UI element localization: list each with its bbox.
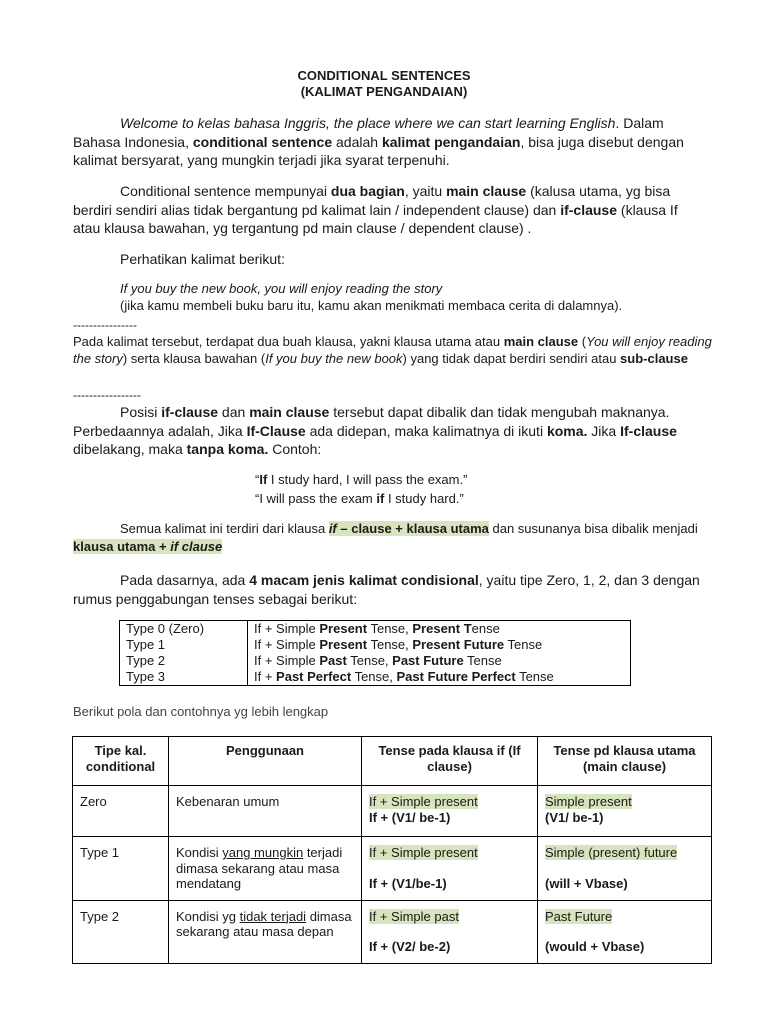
dasarnya-text: , yaitu tipe Zero, 1, 2, dan 3 dengan rumus penggabungan tenses sebagai berikut:: [73, 572, 700, 607]
parts-bold: main clause: [446, 183, 527, 199]
parts-text: Conditional sentence mempunyai: [120, 183, 331, 199]
intro-italic: Welcome to kelas bahasa Inggris, the place where we can start learning English: [120, 115, 616, 131]
explanation-text: ) yang tidak dapat berdiri sendiri atau: [402, 351, 621, 366]
explanation-bold: main clause: [503, 334, 579, 349]
divider: -----------------: [73, 388, 141, 402]
table-header-row: [73, 737, 712, 786]
position-bold: koma.: [546, 422, 588, 439]
column-header: Penggunaan: [169, 737, 362, 786]
divider: ----------------: [73, 318, 137, 332]
main-clause-cell: Past Future (would + Vbase): [538, 900, 712, 963]
formula-cell: If + Past Perfect Tense, Past Future Perfect Tense: [254, 669, 554, 684]
quote-bold: If: [259, 472, 268, 487]
highlight-text: – clause + klausa utama: [336, 521, 489, 536]
position-text: Jika: [587, 422, 621, 439]
explanation-italic: If you buy the new book: [265, 351, 403, 366]
example-italic: If you buy the new book, you will enjoy reading the story: [120, 281, 443, 296]
explanation-text: ) serta klausa bawahan (: [122, 351, 266, 366]
quote-text: I study hard, I will pass the exam.”: [267, 472, 468, 487]
type-cell: Type 2: [73, 900, 169, 963]
formula-cell: If + Simple Present Tense, Present Future Tense: [254, 637, 543, 652]
column-header: Tense pd klausa utama (main clause): [538, 737, 712, 786]
usage-cell: Kondisi yg tidak terjadi dimasa sekarang atau masa depan: [169, 900, 362, 963]
intro-text: . Dalam Bahasa Indonesia,: [73, 115, 664, 150]
highlight: [73, 539, 222, 554]
table-row: [73, 786, 712, 837]
parts-paragraph: [73, 182, 703, 238]
table-row: [73, 837, 712, 901]
position-text: tersebut dapat dibalik dan tidak mengubah maknanya. Perbedaannya adalah, Jika: [73, 404, 670, 439]
intro-bold: conditional sentence: [192, 133, 333, 150]
document-title: CONDITIONAL SENTENCES: [297, 68, 471, 83]
formula-cell: If + Simple Present Tense, Present Tense: [254, 621, 500, 636]
semua-text: Semua kalimat ini terdiri dari klausa: [120, 521, 329, 536]
usage-cell: Kondisi yang mungkin terjadi dimasa sekarang atau masa mendatang: [169, 837, 362, 901]
semua-text: dan susunanya bisa dibalik menjadi: [488, 521, 698, 536]
type-cell: Type 3: [120, 669, 248, 686]
position-paragraph: [73, 403, 703, 459]
position-text: dibelakang, maka: [73, 441, 187, 457]
explanation-paragraph: [73, 333, 713, 367]
position-text: dan: [218, 404, 250, 420]
parts-bold: if-clause: [560, 201, 618, 218]
highlight-italic: if clause: [170, 539, 223, 554]
example-translation: (jika kamu membeli buku baru itu, kamu akan menikmati membaca cerita di dalamnya).: [120, 298, 623, 313]
position-bold: If-clause: [620, 422, 677, 439]
dasarnya-paragraph: [73, 571, 703, 608]
parts-text: (kalusa utama, yg bisa berdiri sendiri alias tidak bergantung pd kalimat lain / independent clause) dan: [73, 183, 671, 218]
explanation-italic: You will enjoy reading the story: [73, 334, 712, 366]
highlight-italic: if: [328, 521, 337, 536]
parts-text: (klausa If atau klausa bawahan, yg tergantung pd main clause / dependent clause) .: [73, 201, 678, 236]
example-sentence: [120, 280, 442, 297]
type-cell: Type 1: [120, 637, 248, 653]
position-text: Contoh:: [268, 441, 322, 457]
highlight-bold: klausa utama +: [73, 539, 171, 554]
table-row: [120, 621, 631, 638]
position-bold: if-clause: [161, 404, 219, 420]
berikut-text: Berikut pola dan contohnya yg lebih lengkap: [73, 704, 329, 719]
intro-text: adalah: [332, 133, 382, 150]
usage-cell: Kebenaran umum: [169, 786, 362, 837]
intro-paragraph: [73, 114, 703, 170]
quote-bold: if: [376, 491, 385, 506]
intro-bold: kalimat pengandaian: [381, 133, 521, 150]
quote-text: “: [255, 472, 260, 487]
explanation-bold: sub-clause: [620, 351, 688, 366]
position-bold: main clause: [249, 404, 330, 420]
position-text: Posisi: [120, 404, 162, 420]
quote-example-1: [255, 470, 467, 489]
position-bold: tanpa koma.: [186, 441, 269, 457]
type-cell: Type 1: [73, 837, 169, 901]
explanation-text: (: [578, 334, 587, 349]
dasarnya-text: Pada dasarnya, ada: [120, 572, 250, 588]
table-row: [73, 900, 712, 963]
document-subtitle: (KALIMAT PENGANDAIAN): [300, 84, 468, 99]
if-clause-cell: If + Simple present If + (V1/ be-1): [362, 786, 538, 837]
position-text: ada didepan, maka kalimatnya di ikuti: [305, 422, 547, 439]
highlight: [329, 521, 489, 536]
if-clause-cell: If + Simple past If + (V2/ be-2): [362, 900, 538, 963]
main-clause-cell: Simple present (V1/ be-1): [538, 786, 712, 837]
column-header: Tipe kal. conditional: [73, 737, 169, 786]
table-row: [120, 637, 631, 653]
conditional-detail-table: [72, 736, 712, 964]
position-bold: If-Clause: [246, 422, 306, 439]
perhatikan-text: Perhatikan kalimat berikut:: [120, 251, 285, 267]
parts-bold: dua bagian: [330, 183, 405, 199]
quote-example-2: [255, 489, 464, 508]
quote-text: “I will pass the exam: [255, 491, 377, 506]
explanation-text: Pada kalimat tersebut, terdapat dua buah klausa, yakni klausa utama atau: [73, 334, 504, 349]
main-clause-cell: Simple (present) future (will + Vbase): [538, 837, 712, 901]
if-clause-cell: If + Simple present If + (V1/be-1): [362, 837, 538, 901]
formula-cell: If + Simple Past Tense, Past Future Tense: [254, 653, 502, 668]
semua-paragraph: [73, 520, 713, 556]
parts-text: , yaitu: [404, 183, 447, 199]
tense-summary-table: [119, 620, 631, 686]
dasarnya-bold: 4 macam jenis kalimat condisional: [249, 572, 479, 588]
perhatikan-paragraph: [73, 250, 703, 269]
type-cell: Zero: [73, 786, 169, 837]
intro-text: , bisa juga disebut dengan kalimat bersyarat, yang mungkin terjadi jika syarat terpenuhi.: [73, 133, 684, 168]
column-header: Tense pada klausa if (If clause): [362, 737, 538, 786]
quote-text: I study hard.”: [384, 491, 464, 506]
type-cell: Type 2: [120, 653, 248, 669]
table-row: [120, 669, 631, 686]
table-row: [120, 653, 631, 669]
type-cell: Type 0 (Zero): [120, 621, 248, 638]
